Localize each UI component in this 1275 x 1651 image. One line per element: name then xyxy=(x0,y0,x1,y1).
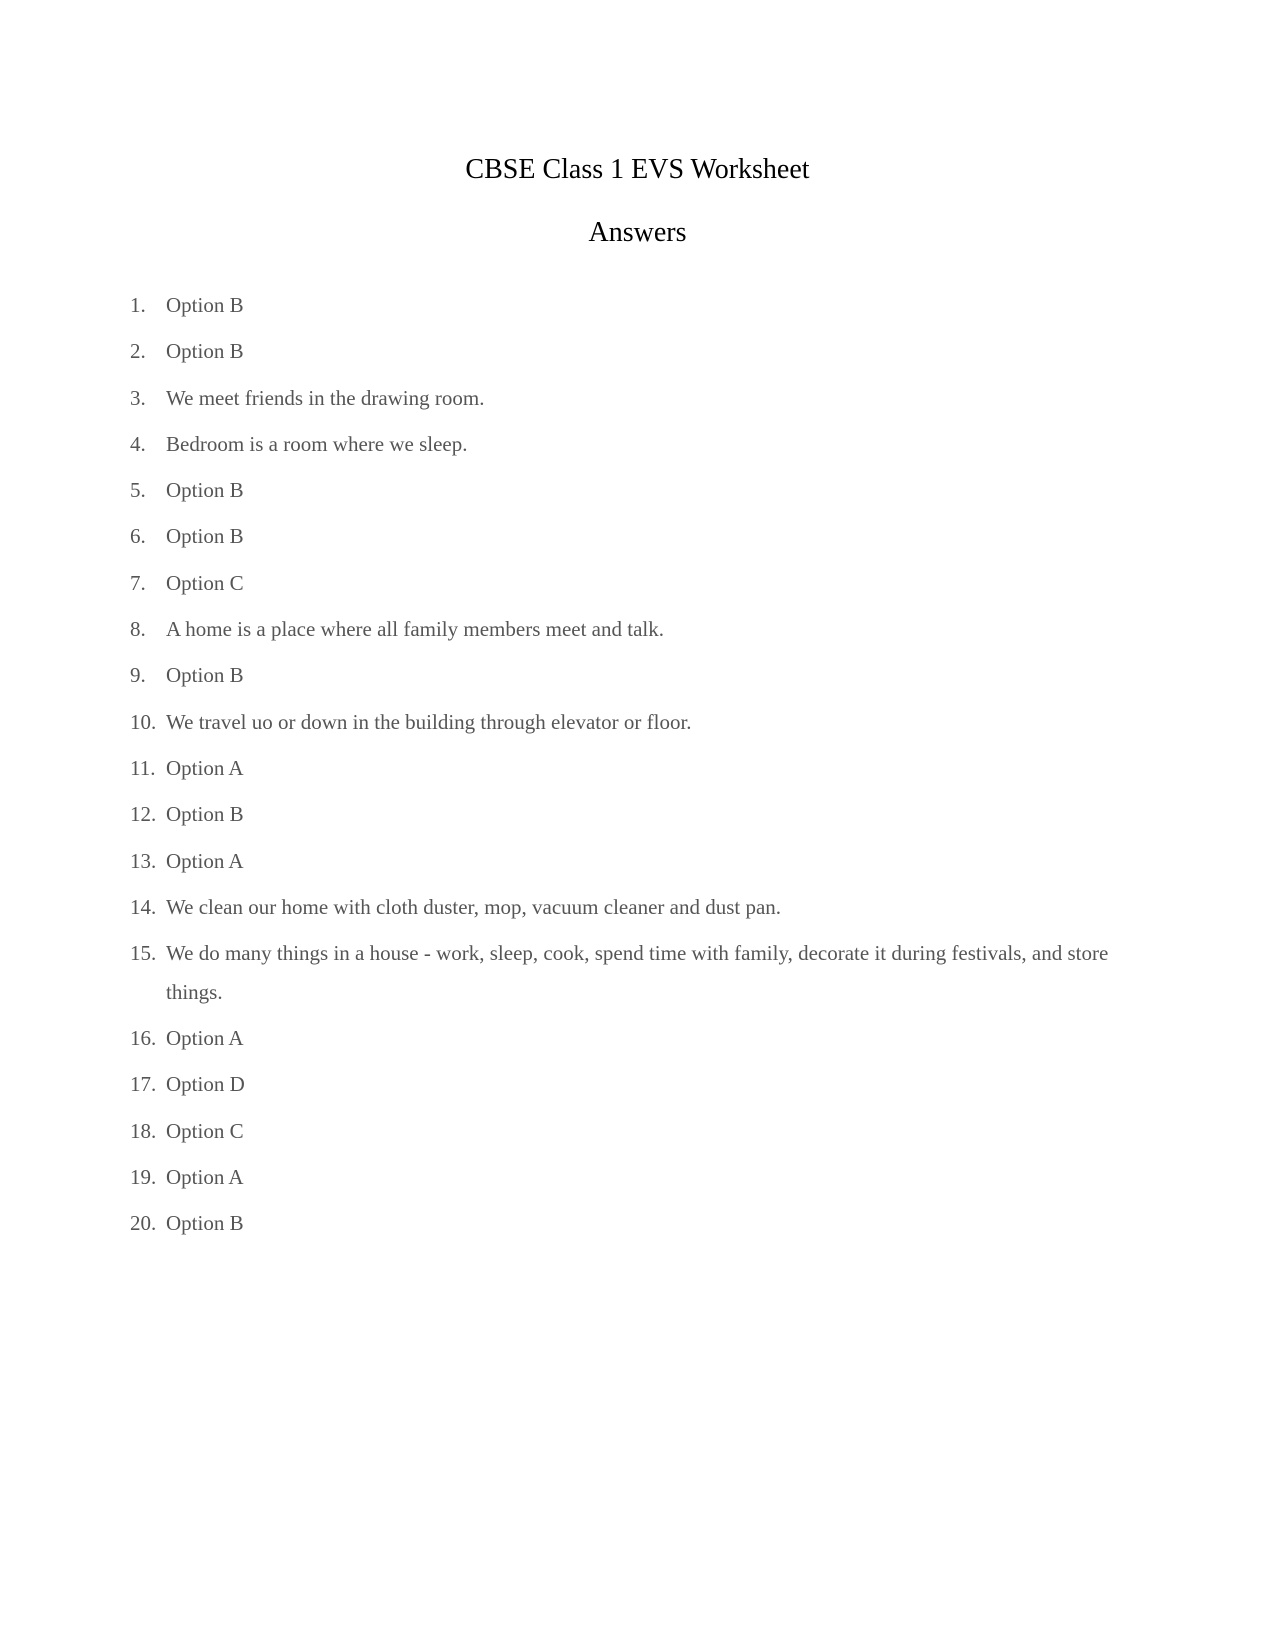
answer-item xyxy=(130,703,1130,742)
answer-number: 6. xyxy=(130,524,146,549)
answer-number: 18. xyxy=(130,1118,157,1143)
answer-number: 2. xyxy=(130,339,146,364)
answer-item xyxy=(130,517,1130,556)
document-subtitle: Answers xyxy=(588,217,687,248)
answer-item xyxy=(130,332,1130,371)
answer-text: Option B xyxy=(166,663,244,688)
answer-number: 12. xyxy=(130,802,157,827)
answer-text: Option A xyxy=(166,1025,244,1050)
answer-item xyxy=(130,1019,1130,1058)
answer-text: Option B xyxy=(166,802,244,827)
answer-number: 3. xyxy=(130,385,146,410)
answer-item xyxy=(130,1158,1130,1197)
answer-item xyxy=(130,379,1130,418)
answer-text: We clean our home with cloth duster, mop, vacuum cleaner and dust pan. xyxy=(166,894,782,919)
answer-item xyxy=(130,610,1130,649)
answer-text: We do many things in a house - work, sleep, cook, spend time with family, decorate it during festivals, and store things. xyxy=(166,941,1109,1004)
answer-number: 19. xyxy=(130,1164,157,1189)
answer-number: 7. xyxy=(130,570,146,595)
answer-item xyxy=(130,425,1130,464)
answer-number: 20. xyxy=(130,1211,157,1236)
answer-text: Option B xyxy=(166,1211,244,1236)
answer-item xyxy=(130,795,1130,834)
answer-text: Option D xyxy=(166,1072,245,1097)
answer-text: Option B xyxy=(166,293,244,317)
answer-text: We meet friends in the drawing room. xyxy=(166,385,485,410)
answer-item xyxy=(130,749,1130,788)
answer-item xyxy=(130,1204,1130,1243)
answer-item xyxy=(130,564,1130,603)
answer-number: 9. xyxy=(130,663,146,688)
answer-item xyxy=(130,934,1130,1011)
answer-number: 15. xyxy=(130,941,157,966)
answer-number: 13. xyxy=(130,848,157,873)
answer-number: 5. xyxy=(130,478,146,503)
answer-item xyxy=(130,842,1130,881)
answer-number: 8. xyxy=(130,617,146,642)
answer-number: 11. xyxy=(130,755,156,780)
answer-list xyxy=(130,286,1130,1250)
answer-item xyxy=(130,286,1130,325)
answer-text: Option A xyxy=(166,755,244,780)
answer-number: 16. xyxy=(130,1025,157,1050)
answer-number: 4. xyxy=(130,431,146,456)
answer-text: A home is a place where all family members meet and talk. xyxy=(166,617,664,642)
answer-item xyxy=(130,888,1130,927)
answer-number: 17. xyxy=(130,1072,157,1097)
answer-number: 10. xyxy=(130,709,157,734)
answer-item xyxy=(130,656,1130,695)
answer-number: 1. xyxy=(130,293,146,317)
answer-text: Option B xyxy=(166,339,244,364)
answer-item xyxy=(130,1065,1130,1104)
document-title: CBSE Class 1 EVS Worksheet xyxy=(465,154,810,185)
answer-number: 14. xyxy=(130,894,157,919)
answer-text: Option A xyxy=(166,1164,244,1189)
answer-text: Option A xyxy=(166,848,244,873)
answer-text: Option C xyxy=(166,1118,244,1143)
answer-item xyxy=(130,1112,1130,1151)
answer-item xyxy=(130,471,1130,510)
answer-text: We travel uo or down in the building through elevator or floor. xyxy=(166,709,692,734)
answer-text: Option C xyxy=(166,570,244,595)
answer-text: Bedroom is a room where we sleep. xyxy=(166,431,468,456)
answer-text: Option B xyxy=(166,478,244,503)
answer-text: Option B xyxy=(166,524,244,549)
